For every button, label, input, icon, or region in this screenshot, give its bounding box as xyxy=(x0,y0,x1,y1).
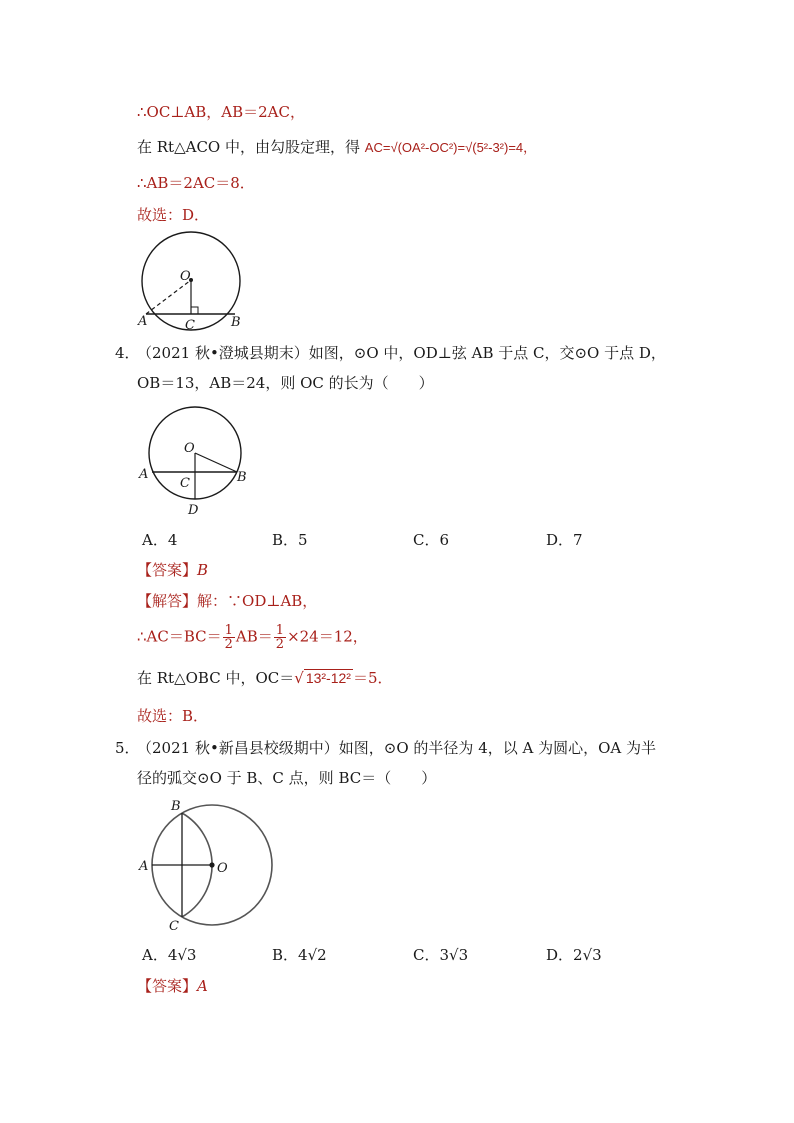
q4-analysis-label: 【解答】 xyxy=(137,592,198,610)
q5-stem-line2: 径的弧交⊙O 于 B、C 点，则 BC＝（ ） xyxy=(137,769,437,787)
fig4-label-b: B xyxy=(237,470,247,485)
fig5-label-b: B xyxy=(171,799,181,814)
q4-stem-line1: （2021 秋•澄城县期末）如图，⊙O 中，OD⊥弦 AB 于点 C，交⊙O 于点 D， xyxy=(137,344,666,362)
q5-number: 5． xyxy=(115,739,140,757)
q4-line-oc xyxy=(137,667,393,689)
q4-line-oc-radicand: 13²-12² xyxy=(305,670,351,686)
q4-fraction-half-1: $\frac{1}{2}$ xyxy=(224,623,233,652)
sol-prev-line3: ∴AB＝2AC＝8． xyxy=(137,174,255,192)
sol-prev-line2 xyxy=(137,136,536,159)
q4-line-ac-suffix: ×24＝12， xyxy=(287,627,368,646)
q4-sqrt-sign: √ xyxy=(294,669,304,687)
q4-number: 4． xyxy=(115,344,140,362)
fig3-segment-oa xyxy=(146,280,191,314)
q4-line-ac-prefix: ∴AC＝BC＝ xyxy=(137,627,222,646)
q5-answer-value: A xyxy=(197,977,208,995)
q4-answer-label: 【答案】 xyxy=(137,561,198,579)
fig5-label-a: A xyxy=(139,859,149,874)
q4-analysis-line1: 解：∵OD⊥AB， xyxy=(197,592,318,610)
fig3-label-a: A xyxy=(138,314,148,329)
q5-stem-line1: （2021 秋•新昌县校级期中）如图，⊙O 的半径为 4，以 A 为圆心，OA 为半 xyxy=(137,739,657,757)
fig4-segment-ob xyxy=(195,453,237,472)
q4-line-ac-mid: AB＝ xyxy=(235,627,273,646)
sol-prev-line2-text: 在 Rt△ACO 中，由勾股定理，得 xyxy=(137,138,361,156)
fig3-label-b: B xyxy=(231,315,241,330)
figure-q3 xyxy=(135,233,245,333)
figure-q5 xyxy=(135,796,280,936)
fig3-right-angle xyxy=(191,307,198,314)
q5-option-d: D．2√3 xyxy=(546,946,602,964)
q4-answer-value: B xyxy=(197,561,209,579)
fig4-label-d: D xyxy=(188,503,199,518)
fig5-label-c: C xyxy=(169,919,179,934)
q4-option-c: C．6 xyxy=(413,531,450,549)
q5-option-a: A．4√3 xyxy=(142,946,197,964)
sol-prev-line1: ∴OC⊥AB，AB＝2AC， xyxy=(137,103,305,121)
q4-option-a: A．4 xyxy=(142,531,178,549)
sol-prev-line4: 故选：D． xyxy=(137,206,210,224)
q4-option-d: D．7 xyxy=(546,531,583,549)
fig4-label-o: O xyxy=(184,441,195,456)
q4-line-ac xyxy=(137,624,368,651)
fig4-label-c: C xyxy=(180,476,190,491)
q4-answer xyxy=(137,559,208,581)
q5-answer xyxy=(137,975,208,997)
sol-prev-line2-formula: AC=√(OA²-OC²)=√(5²-3²)=4， xyxy=(364,140,537,155)
q4-option-b: B．5 xyxy=(272,531,308,549)
q5-option-b: B．4√2 xyxy=(272,946,327,964)
q4-line-oc-suffix: ＝5． xyxy=(352,669,393,687)
q4-analysis xyxy=(137,590,317,612)
q4-stem-line2: OB＝13，AB＝24，则 OC 的长为（ ） xyxy=(137,374,434,392)
q4-fraction-half-2: $\frac{1}{2}$ xyxy=(275,623,285,652)
q4-choose: 故选：B． xyxy=(137,707,209,725)
fig4-label-a: A xyxy=(139,467,149,482)
fig3-label-c: C xyxy=(185,318,195,333)
fig3-label-o: O xyxy=(180,269,191,284)
figure-q4 xyxy=(136,408,256,518)
q5-option-c: C．3√3 xyxy=(413,946,469,964)
q4-line-oc-prefix: 在 Rt△OBC 中，OC＝ xyxy=(137,669,295,687)
fig5-point-o xyxy=(209,862,214,867)
fig5-label-o: O xyxy=(217,861,228,876)
q5-answer-label: 【答案】 xyxy=(137,977,198,995)
